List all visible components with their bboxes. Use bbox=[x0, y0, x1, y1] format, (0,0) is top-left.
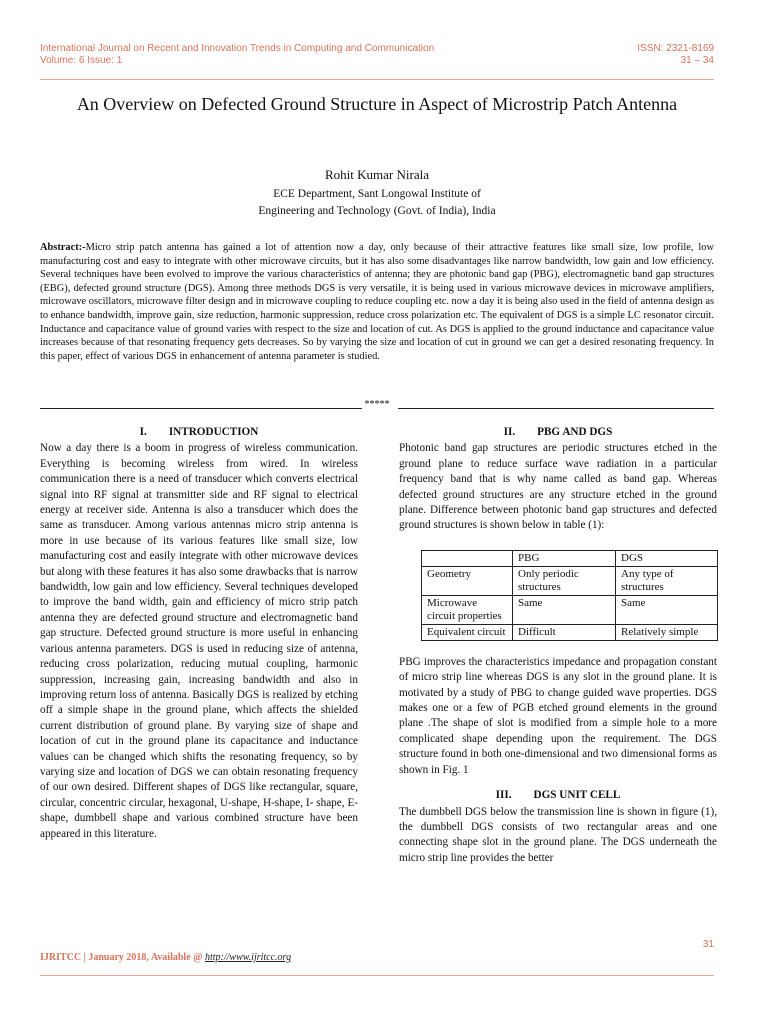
section-heading-pbg-dgs bbox=[399, 425, 717, 440]
table-cell: Microwave circuit properties bbox=[422, 595, 513, 624]
table-cell: Geometry bbox=[422, 566, 513, 595]
section-number: I. bbox=[139, 426, 147, 438]
footer-divider bbox=[40, 975, 714, 976]
separator-line-right bbox=[398, 408, 714, 409]
affiliation-line-1: ECE Department, Sant Longowal Institute of bbox=[273, 188, 481, 200]
journal-issn: ISSN: 2321-8169 bbox=[637, 43, 714, 54]
table-header-cell: PBG bbox=[513, 550, 616, 566]
abstract-label: Abstract:- bbox=[40, 242, 86, 253]
table-header-cell: DGS bbox=[616, 550, 718, 566]
separator-line-left bbox=[40, 408, 362, 409]
pbg-dgs-text-2: PBG improves the characteristics impedance and propagation constant of micro strip line whereas DGS is any slot in the ground plane. It is motivated by a study of PBG to change guided wave properties. DGS makes one or a few of PGB etched ground elements in the ground plane .The shape of slot is modified from a simple hole to a more complicated shape depending upon the requirement. The DGS structure found in both one-dimensional and two dimensional forms as shown in Fig. 1 bbox=[399, 655, 717, 776]
introduction-text: Now a day there is a boom in progress of wireless communication. Everything is becoming wireless from wired. In wireless communication there is a need of transducer which converts electrical signal into RF signal at transmitter side and RF signal to electrical energy at receiver side. Antenna is also a transducer which does the same as transducer. Among various antennas micro strip antenna is more in use because of its various features like small size, low manufacturing cost and easily integrate with other microwave devices but along with these features it has also some drawbacks that is narrow bandwidth, low gain and low efficiency. Several techniques developed to improve the band width, gain and efficiency of micro strip patch antenna they are defected ground structure and electromagnetic band gap structure. Defected ground structure is more useful in enhancing various antenna parameters. DGS is used in reducing size of antenna, reducing cross polarization, reducing mutual coupling, harmonic suppression, increasing gain, increasing bandwidth and also in improving return loss of antenna. Basically DGS is realized by etching off a simple shape in the ground plane, which affects the shielded current distribution of ground plane. By varying size of shape and location of cut in the ground plane its capacitance and inductance values can be changed which shifts the resonating frequency, so by varying size and location of DGS we can obtain resonating frequency of our own desired. Different shapes of DGS like rectangular, square, circular, concentric circular, hexagonal, U-shape, H-shape, I- shape, E-shape, dumbbell shape and various combined structure have been appeared in this literature. bbox=[40, 442, 358, 840]
section-heading-introduction bbox=[40, 425, 358, 440]
comparison-table bbox=[421, 550, 718, 641]
abstract bbox=[40, 241, 714, 363]
table-cell: Any type of structures bbox=[616, 566, 718, 595]
section-separator bbox=[40, 399, 714, 411]
table-cell: Only periodic structures bbox=[513, 566, 616, 595]
table-cell: Equivalent circuit bbox=[422, 624, 513, 640]
left-column bbox=[40, 425, 358, 842]
section-heading-dgs-unit-cell bbox=[399, 788, 717, 803]
paper-author: Rohit Kumar Nirala bbox=[325, 167, 429, 182]
right-column bbox=[399, 425, 717, 866]
journal-volume: Volume: 6 Issue: 1 bbox=[40, 55, 123, 66]
journal-pages: 31 – 34 bbox=[680, 55, 714, 66]
table-cell: Difficult bbox=[513, 624, 616, 640]
section-title: PBG AND DGS bbox=[537, 426, 613, 438]
pbg-dgs-text-1: Photonic band gap structures are periodic structures etched in the ground plane to reduce surface wave radiation in a particular frequency band that is why name called as band gap. Whereas defected ground structures are any structure etched in the ground plane. Difference between photonic band gap structures and defected ground structures is shown below in table (1): bbox=[399, 442, 717, 532]
table-cell: Same bbox=[513, 595, 616, 624]
section-number: III. bbox=[495, 789, 512, 802]
journal-link[interactable]: http://www.ijritcc.org bbox=[204, 952, 292, 963]
table-header-row bbox=[422, 550, 718, 566]
table-row bbox=[422, 566, 718, 595]
journal-name: International Journal on Recent and Innovation Trends in Computing and Communication bbox=[40, 43, 435, 54]
dgs-unit-cell-text: The dumbbell DGS below the transmission line is shown in figure (1), the dumbbell DGS consists of two rectangular areas and one connecting shape slot in the ground plane. The DGS underneath the micro strip line provides the better bbox=[399, 805, 717, 864]
table-header-cell bbox=[422, 550, 513, 566]
table-row bbox=[422, 595, 718, 624]
footer-text: IJRITCC | January 2018, Available @ bbox=[40, 952, 205, 963]
section-title: INTRODUCTION bbox=[168, 426, 259, 438]
table-row bbox=[422, 624, 718, 640]
affiliation-line-2: Engineering and Technology (Govt. of India), India bbox=[258, 205, 496, 217]
author-affiliation bbox=[40, 186, 714, 220]
separator-stars: ***** bbox=[364, 399, 390, 410]
section-number: II. bbox=[503, 426, 516, 438]
header-divider bbox=[40, 79, 714, 80]
footer bbox=[40, 952, 291, 963]
table-cell: Same bbox=[616, 595, 718, 624]
paper-title: An Overview on Defected Ground Structure in Aspect of Microstrip Patch Antenna bbox=[76, 94, 678, 114]
section-title: DGS UNIT CELL bbox=[533, 789, 621, 802]
abstract-text: Micro strip patch antenna has gained a lot of attention now a day, only because of their attractive features like small size, low profile, low manufacturing cost and easy to integrate with other microwave circuits, but it has also some disadvantages like narrow bandwidth, low gain and low efficiency. Several techniques have been evolved to improve the various characteristics of antenna; they are photonic band gap (PBG), electromagnetic band gap structures (EBG), defected ground structure (DGS). Among three methods DGS is very versatile, it is being used in various microwave devices in microwave amplifiers, microwave oscillators, microwave filter design and in microwave coupling to reduce coupling etc. now a day it is being also used in the field of antenna design as to enhance bandwidth, improve gain, size reduction, harmonic suppression, reduce cross polarization etc. The equivalent of DGS is a simple LC resonator circuit. Inductance and capacitance value of ground varies with respect to the size and location of cut. As DGS is applied to the ground inductance and capacitance value increases because of that resonating frequency gets decreases. So by varying the size and location of cut in ground we can get a desired resonating frequency. In this paper, effect of various DGS in enhancement of antenna parameter is studied. bbox=[40, 242, 714, 362]
table-cell: Relatively simple bbox=[616, 624, 718, 640]
page-number: 31 bbox=[702, 939, 714, 950]
